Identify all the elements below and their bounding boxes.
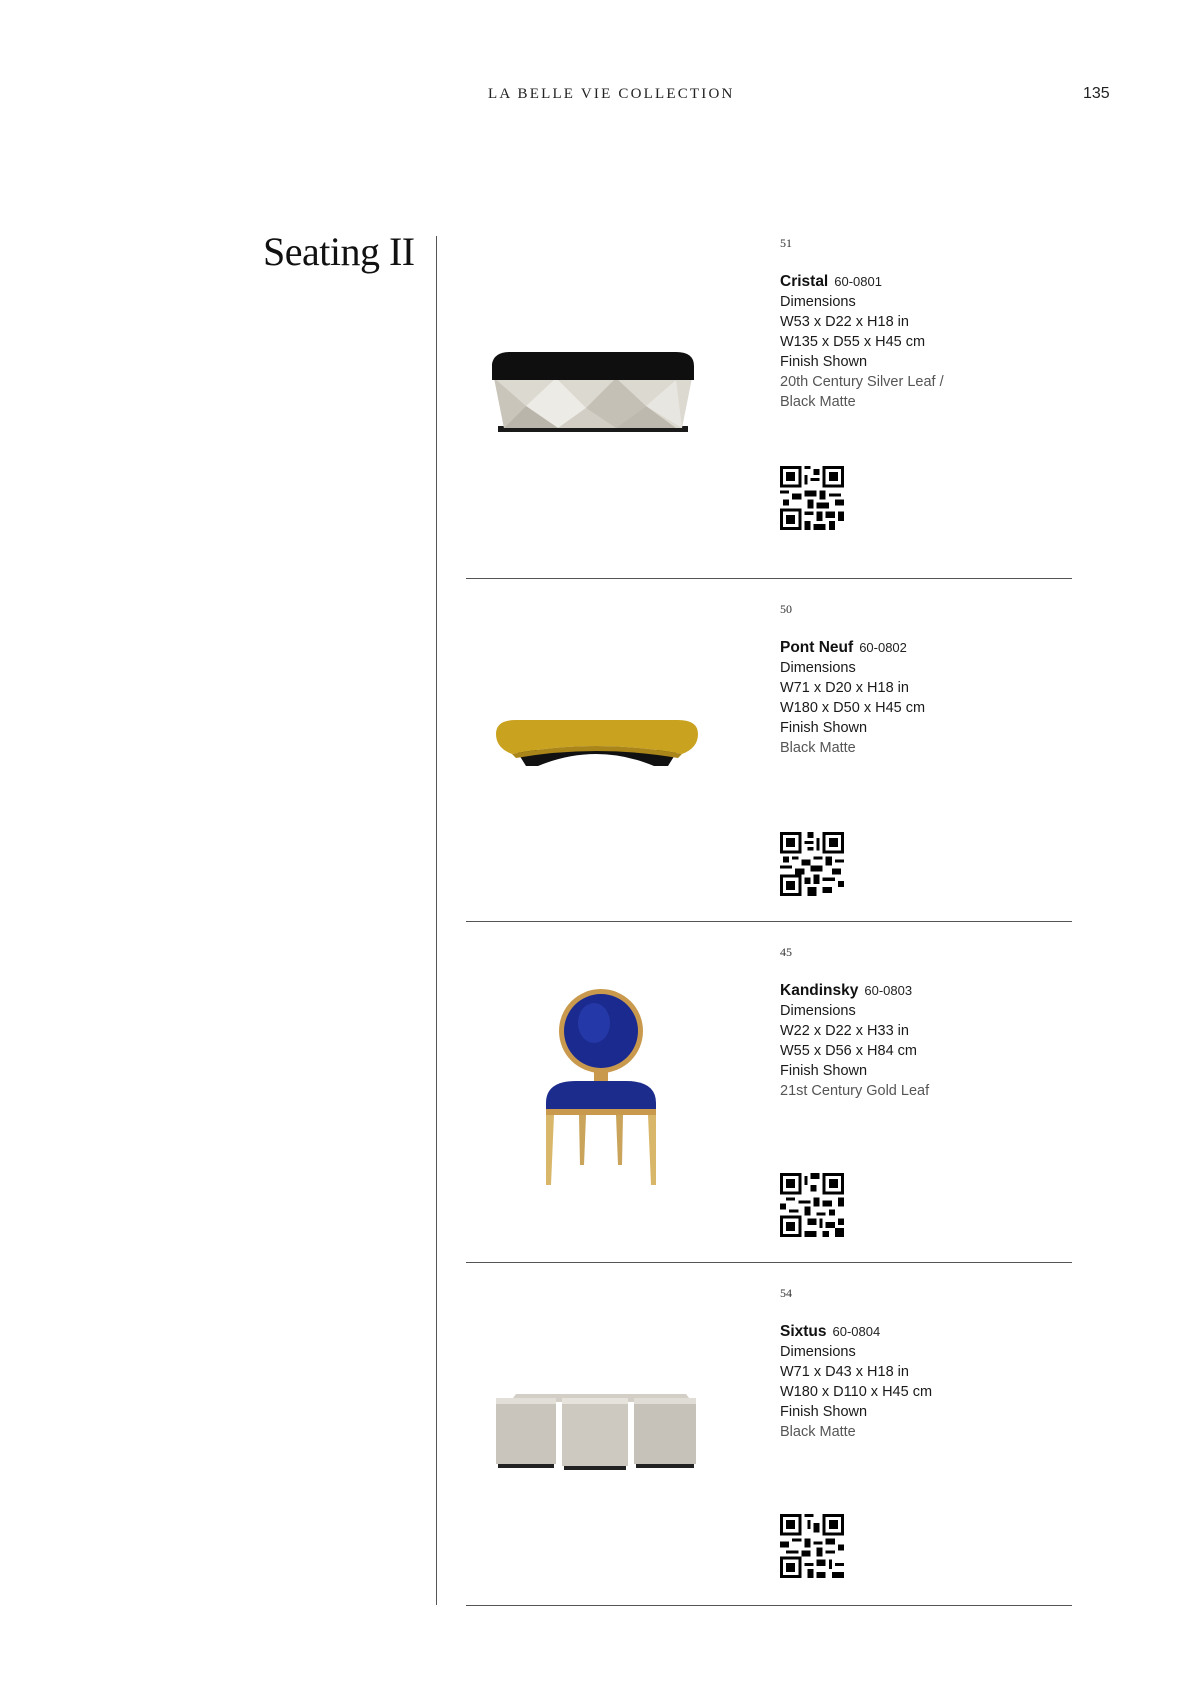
finish-label: Finish Shown: [780, 720, 868, 736]
product-name: Cristal: [780, 273, 829, 290]
product-image: [486, 1382, 716, 1472]
product-number: 51: [780, 236, 792, 250]
yellow-arched-bench-icon: [486, 712, 716, 772]
product-number: 45: [780, 945, 792, 959]
product-divider: [466, 1605, 1072, 1606]
qr-code-icon[interactable]: [780, 466, 844, 530]
product-code: 60-0803: [864, 983, 913, 998]
dimensions-inches: W71 x D20 x H18 in: [780, 680, 909, 696]
product-pont-neuf: [466, 602, 1072, 922]
dimensions-cm: W55 x D56 x H84 cm: [780, 1043, 917, 1059]
page-number: 135: [1083, 85, 1110, 102]
product-name: Kandinsky: [780, 982, 859, 999]
qr-code-icon[interactable]: [780, 1514, 844, 1578]
product-image: [486, 985, 716, 1195]
product-image: [486, 346, 716, 436]
hexagonal-ottoman-set-icon: [486, 1382, 716, 1472]
finish-value: Black Matte: [780, 394, 856, 410]
product-divider: [466, 1262, 1072, 1263]
dimensions-cm: W180 x D110 x H45 cm: [780, 1384, 933, 1400]
dimensions-label: Dimensions: [780, 1003, 856, 1019]
dimensions-label: Dimensions: [780, 1344, 856, 1360]
dimensions-inches: W53 x D22 x H18 in: [780, 314, 909, 330]
dimensions-cm: W180 x D50 x H45 cm: [780, 700, 926, 716]
product-number: 54: [780, 1286, 792, 1300]
product-name: Sixtus: [780, 1323, 827, 1340]
product-kandinsky: [466, 945, 1072, 1263]
finish-value: Black Matte: [780, 1424, 856, 1440]
product-cristal: [466, 236, 1072, 579]
qr-code-icon[interactable]: [780, 832, 844, 896]
finish-label: Finish Shown: [780, 1404, 868, 1420]
product-divider: [466, 578, 1072, 579]
collection-title: LA BELLE VIE COLLECTION: [488, 86, 735, 102]
finish-value: 21st Century Gold Leaf: [780, 1083, 930, 1099]
silver-faceted-bench-icon: [486, 346, 716, 436]
dimensions-inches: W22 x D22 x H33 in: [780, 1023, 909, 1039]
dimensions-inches: W71 x D43 x H18 in: [780, 1364, 909, 1380]
product-code: 60-0801: [834, 274, 882, 289]
product-name: Pont Neuf: [780, 639, 854, 656]
dimensions-label: Dimensions: [780, 294, 856, 310]
product-code: 60-0802: [859, 640, 907, 655]
qr-code-icon[interactable]: [780, 1173, 844, 1237]
finish-value: Black Matte: [780, 740, 856, 756]
finish-label: Finish Shown: [780, 1063, 868, 1079]
product-number: 50: [780, 602, 792, 616]
blue-round-back-chair-icon: [486, 985, 716, 1195]
finish-value: 20th Century Silver Leaf /: [780, 374, 944, 390]
dimensions-label: Dimensions: [780, 660, 856, 676]
dimensions-cm: W135 x D55 x H45 cm: [780, 334, 926, 350]
vertical-divider: [436, 236, 437, 1605]
product-sixtus: [466, 1286, 1072, 1606]
product-code: 60-0804: [832, 1324, 881, 1339]
product-image: [486, 712, 716, 772]
product-divider: [466, 921, 1072, 922]
section-title: Seating II: [263, 229, 415, 274]
finish-label: Finish Shown: [780, 354, 868, 370]
